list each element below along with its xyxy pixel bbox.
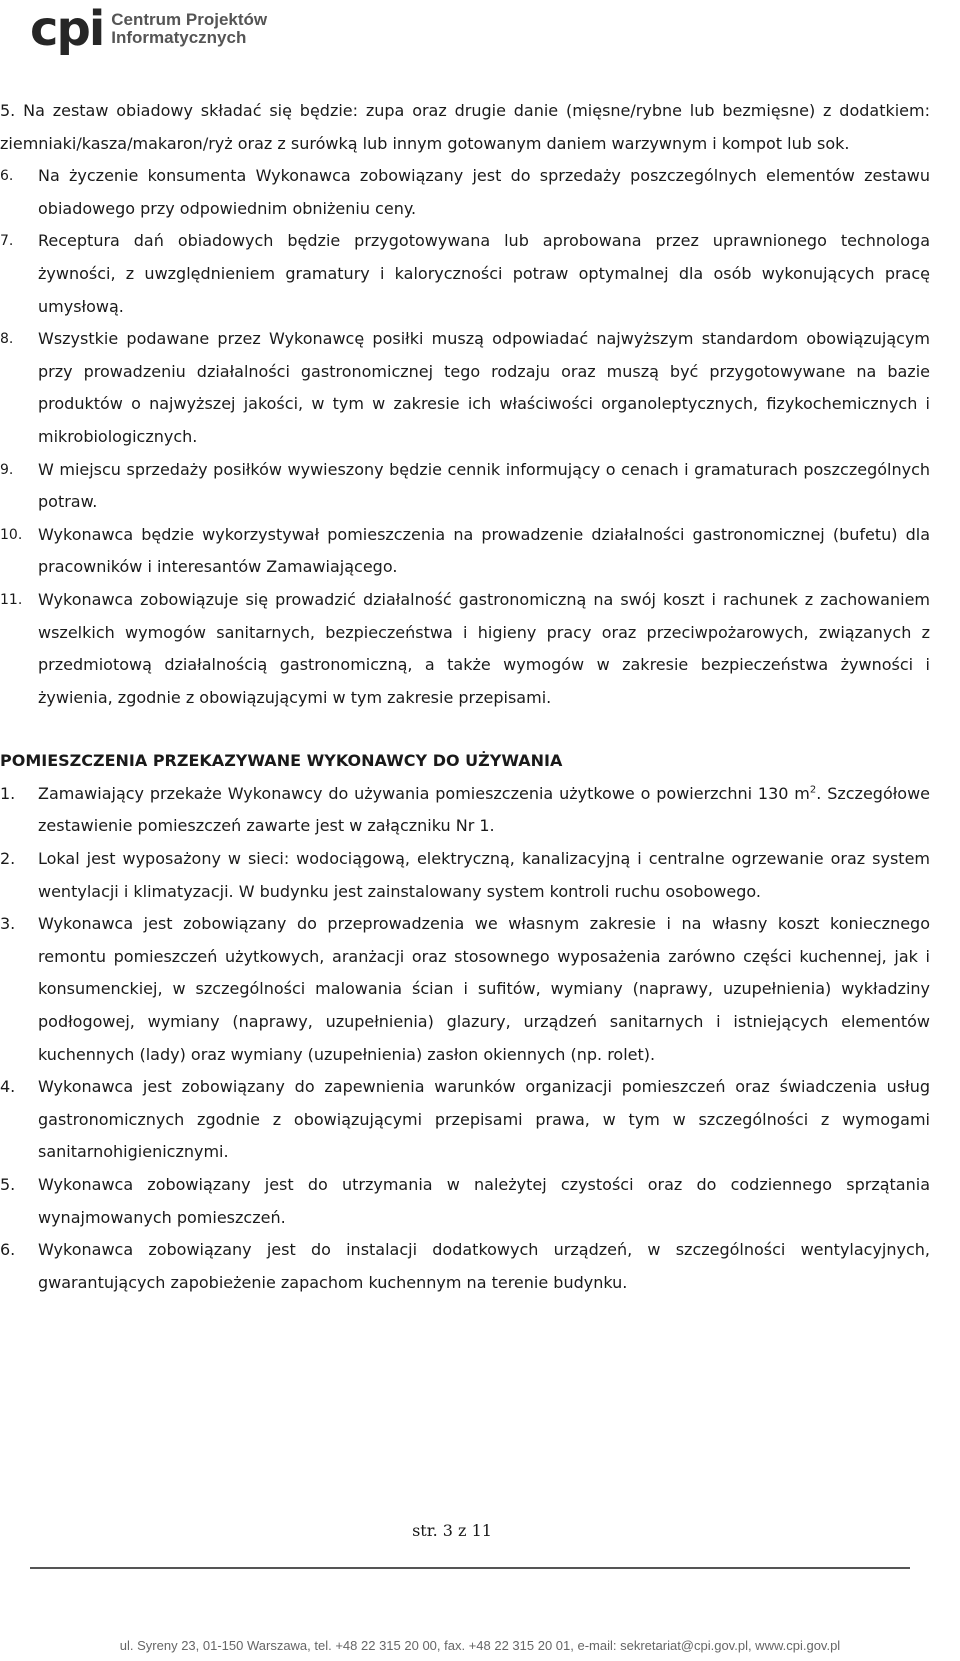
list-item — [0, 843, 930, 908]
item-number: 3. — [0, 914, 16, 934]
list-item — [0, 225, 930, 323]
item-text: Na życzenie konsumenta Wykonawca zobowiązany jest do sprzedaży poszczególnych elementów zestawu obiadowego przy odpowiednim obniżeniu ceny. — [38, 166, 930, 218]
list-item — [0, 1071, 930, 1169]
item-number: 10. — [0, 526, 23, 543]
item-text: Wykonawca zobowiązany jest do instalacji dodatkowych urządzeń, w szczególności wentylacyjnych, gwarantujących zapobieżenie zapachom kuchennym na terenie budynku. — [38, 1240, 930, 1292]
list-item — [0, 160, 930, 225]
section-heading: POMIESZCZENIA PRZEKAZYWANE WYKONAWCY DO UŻYWANIA — [0, 751, 563, 771]
footer-address: ul. Syreny 23, 01-150 Warszawa, tel. +48 22 315 20 00, fax. +48 22 315 20 01, e-mail: sekretariat@cpi.gov.pl, www.cpi.gov.pl — [119, 1638, 841, 1653]
item-text: Receptura dań obiadowych będzie przygotowywana lub aprobowana przez uprawnionego technologa żywności, z uwzględnieniem gramatury i kaloryczności potraw optymalnej dla osób wykonujących pracę umysłową. — [38, 231, 930, 316]
page-number: str. 3 z 11 — [412, 1521, 492, 1540]
footer-divider — [30, 1567, 910, 1569]
item-number: 5. — [0, 1175, 16, 1194]
list-item — [0, 584, 930, 714]
logo-text — [111, 11, 267, 47]
item-number: 7. — [0, 233, 14, 250]
logo-line-2: Informatycznych — [111, 28, 247, 47]
item-text: W miejscu sprzedaży posiłków wywieszony będzie cennik informujący o cenach i gramaturach poszczególnych potraw. — [38, 459, 930, 512]
list-item — [0, 1234, 930, 1299]
cpi-logo — [30, 1, 268, 57]
list-item — [0, 323, 930, 453]
item-text: Wykonawca jest zobowiązany do przeprowadzenia we własnym zakresie i na własny koszt koniecznego remontu pomieszczeń użytkowych, aranżacji oraz stosownego wyposażenia zarówno części kuchennej, jak i konsumenckiej, w szczególności malowania ścian i sufitów, wymiany (naprawy, uzupełnienia) wykładziny podłogowej, wymiany (naprawy, uzupełnienia) glazury, urządzeń sanitarnych i istniejących elementów kuchennych (lady) oraz wymiany (uzupełnienia) zasłon okiennych (np. rolet). — [38, 914, 930, 1064]
item-number: 11. — [0, 591, 23, 608]
list-item — [0, 908, 930, 1071]
item-number: 2. — [0, 849, 16, 869]
logo-mark: cpi — [30, 1, 104, 57]
item-number: 6. — [0, 168, 14, 185]
item-text: Wszystkie podawane przez Wykonawcę posiłki muszą odpowiadać najwyższym standardom obowiązującym przy prowadzeniu działalności gastronomicznej tego rodzaju oraz muszą być przygotowywane na bazie produktów o najwyższej jakości, w tym w zakresie ich właściwości organoleptycznych, fizykochemicznych i mikrobiologicznych. — [38, 329, 930, 446]
list-item — [0, 454, 930, 519]
list-item — [0, 95, 930, 160]
item-text: Wykonawca zobowiązany jest do utrzymania w należytej czystości oraz do codziennego sprzątania wynajmowanych pomieszczeń. — [38, 1175, 930, 1227]
item-number: 6. — [0, 1240, 16, 1260]
item-number: 4. — [0, 1077, 16, 1097]
item-number: 8. — [0, 331, 14, 348]
list-item — [0, 778, 930, 843]
item-text: Zamawiający przekaże Wykonawcy do używania pomieszczenia użytkowe o powierzchni 130 m — [38, 783, 810, 803]
item-text: 5. Na zestaw obiadowy składać się będzie: zupa oraz drugie danie (mięsne/rybne lub bezmięsne) z dodatkiem: ziemniaki/kasza/makaron/ryż oraz z surówką lub innym gotowanym daniem warzywnym i kompot lub sok. — [0, 101, 930, 153]
logo-line-1: Centrum Projektów — [111, 10, 268, 29]
item-text: Wykonawca będzie wykorzystywał pomieszczenia na prowadzenie działalności gastronomicznej (bufetu) dla pracowników i interesantów Zamawiającego. — [38, 524, 930, 577]
list-item — [0, 1169, 930, 1234]
item-text: Lokal jest wyposażony w sieci: wodociągową, elektryczną, kanalizacyjną i centralne ogrzewanie oraz system wentylacji i klimatyzacji. W budynku jest zainstalowany system kontroli ruchu osobowego. — [38, 849, 930, 901]
item-text: Wykonawca jest zobowiązany do zapewnienia warunków organizacji pomieszczeń oraz świadczenia usług gastronomicznych zgodnie z obowiązującymi przepisami prawa, w tym w szczególności z wymogami sanitarnohigienicznymi. — [38, 1077, 930, 1162]
superscript: 2 — [809, 784, 817, 796]
item-number: 1. — [0, 783, 16, 803]
item-text: Wykonawca zobowiązuje się prowadzić działalność gastronomiczną na swój koszt i rachunek z zachowaniem wszelkich wymogów sanitarnych, bezpieczeństwa i higieny pracy oraz przeciwpożarowych, związanych z przedmiotową działalnością gastronomiczną, a także wymogów w zakresie bezpieczeństwa żywności i żywienia, zgodnie z obowiązującymi w tym zakresie przepisami. — [38, 589, 930, 707]
item-text-cont: . Szczegółowe zestawienie pomieszczeń zawarte jest w załączniku Nr 1. — [38, 783, 930, 836]
list-item — [0, 519, 930, 584]
item-number: 9. — [0, 461, 14, 478]
document-body — [0, 95, 930, 1299]
